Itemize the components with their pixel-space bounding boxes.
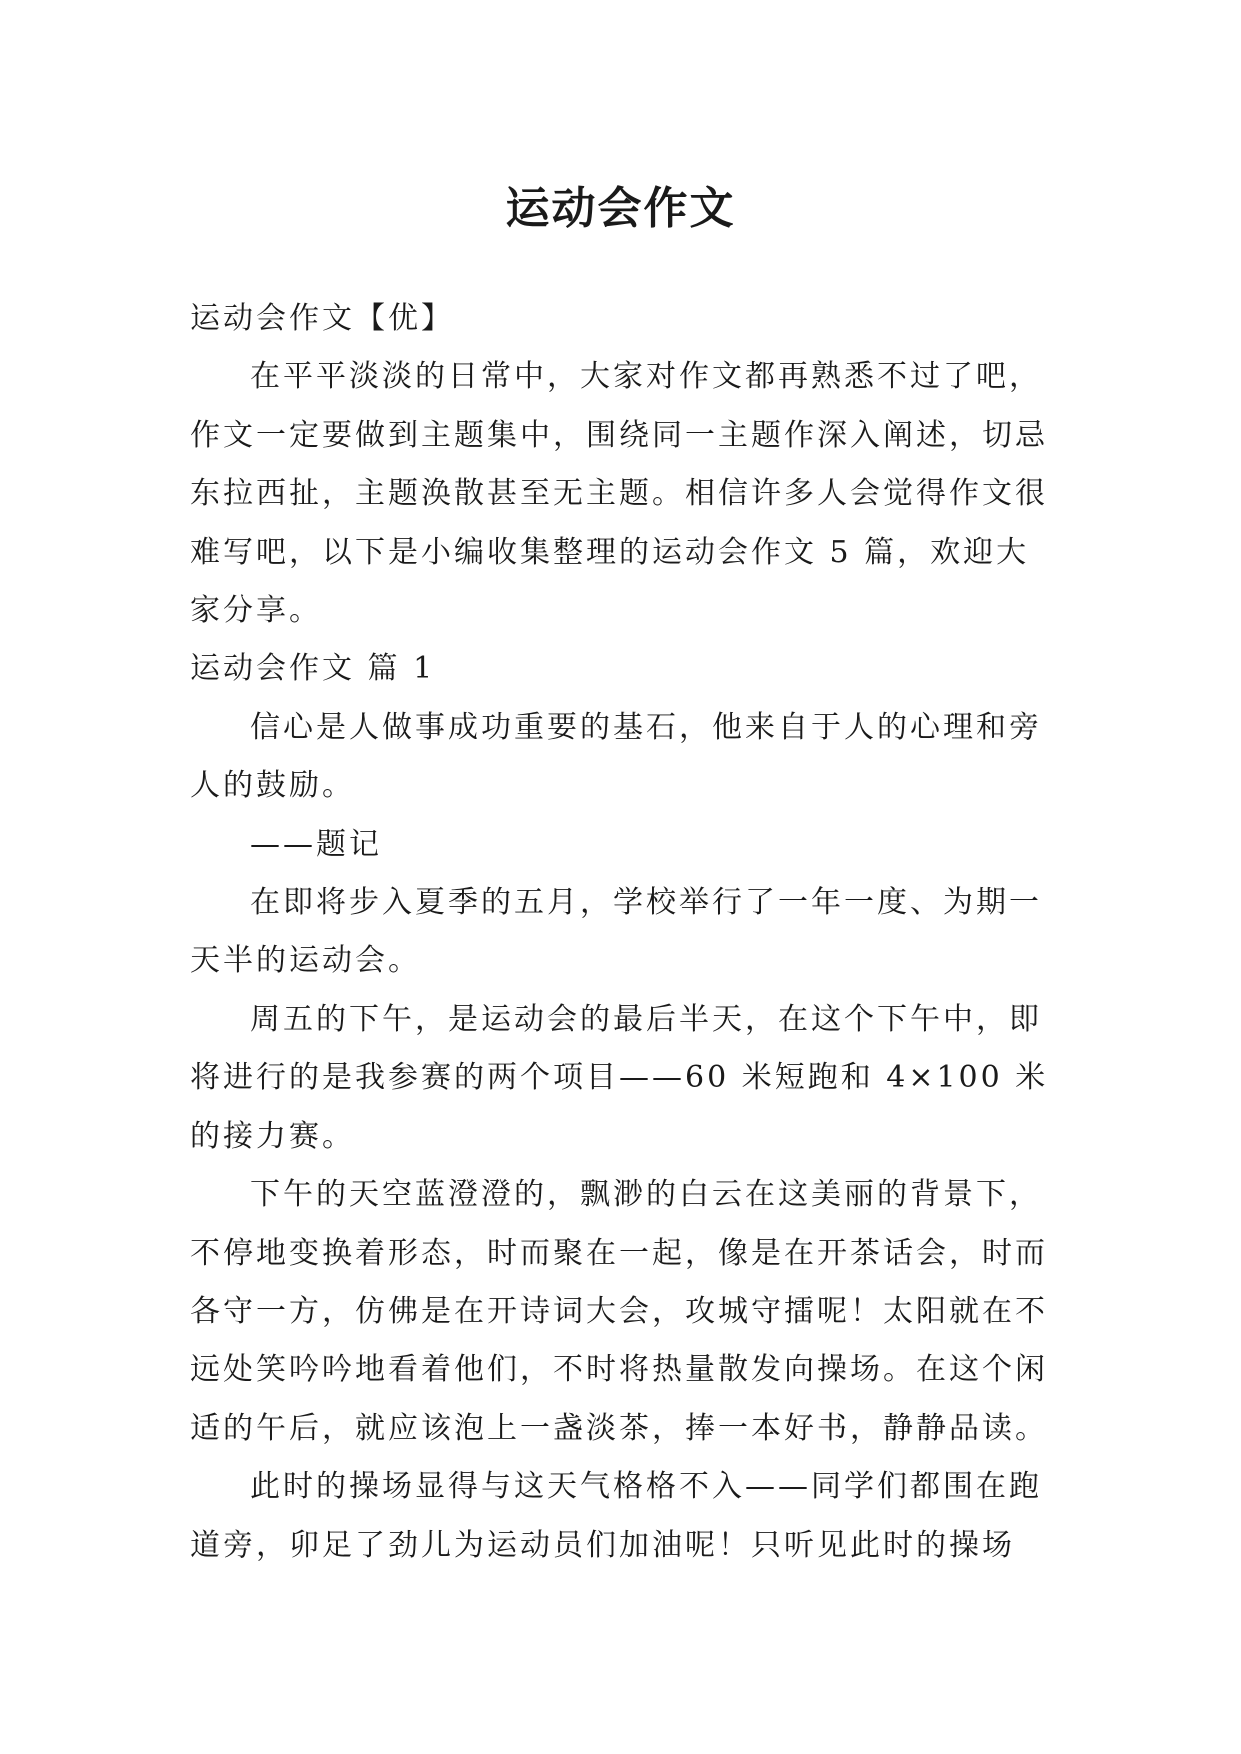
- intro-paragraph: 在平平淡淡的日常中，大家对作文都再熟悉不过了吧，作文一定要做到主题集中，围绕同一主题作深入阐述，切忌东拉西扯，主题涣散甚至无主题。相信许多人会觉得作文很难写吧，以下是小编收集整理的运动会作文 5 篇，欢迎大家分享。: [190, 359, 1048, 629]
- document-body: [190, 290, 1060, 1575]
- body-paragraph: 在即将步入夏季的五月，学校举行了一年一度、为期一天半的运动会。: [190, 885, 1042, 979]
- body-paragraph: 周五的下午，是运动会的最后半天，在这个下午中，即将进行的是我参赛的两个项目——60 米短跑和 4×100 米的接力赛。: [190, 1001, 1049, 1154]
- document-title: 运动会作文: [505, 183, 736, 235]
- epigraph-attribution: ——题记: [250, 826, 382, 862]
- epigraph-paragraph: 信心是人做事成功重要的基石，他来自于人的心理和旁人的鼓励。: [190, 709, 1042, 804]
- essay-heading: 运动会作文 篇 1: [190, 651, 436, 687]
- section-heading: 运动会作文【优】: [190, 301, 454, 336]
- body-paragraph: 下午的天空蓝澄澄的，飘渺的白云在这美丽的背景下，不停地变换着形态，时而聚在一起，像是在开茶话会，时而各守一方，仿佛是在开诗词大会，攻城守擂呢！太阳就在不远处笑吟吟地看着他们，不时将热量散发向操场。在这个闲适的午后，就应该泡上一盏淡茶，捧一本好书，静静品读。: [190, 1177, 1048, 1446]
- body-paragraph: 此时的操场显得与这天气格格不入——同学们都围在跑道旁，卯足了劲儿为运动员们加油呢！只听见此时的操场: [190, 1469, 1042, 1563]
